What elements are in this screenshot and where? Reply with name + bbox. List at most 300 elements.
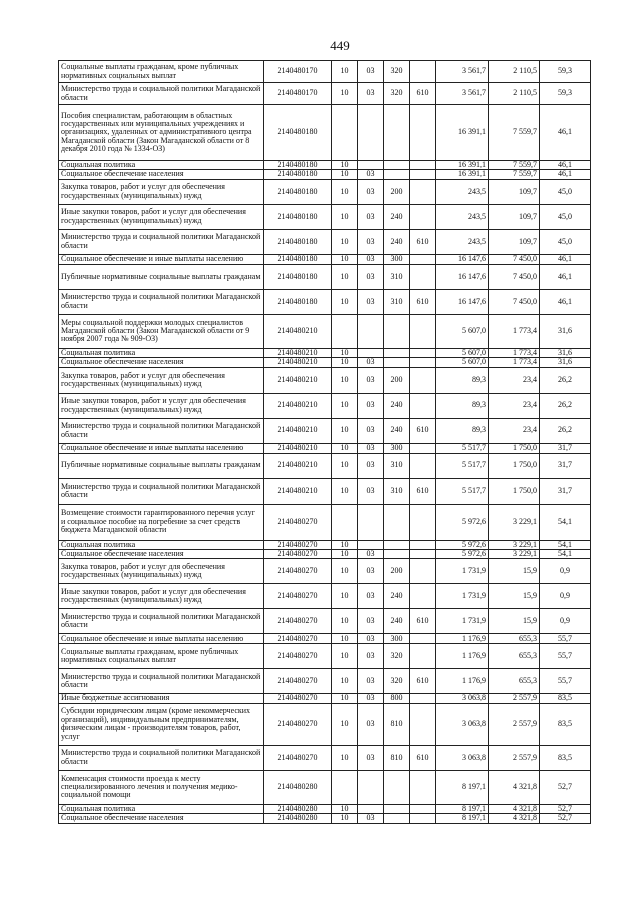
row-administrator-cell — [410, 453, 436, 478]
row-percent-cell: 59,3 — [540, 61, 591, 83]
row-administrator-cell: 610 — [410, 83, 436, 105]
row-actual-cell: 1 750,0 — [489, 478, 540, 504]
row-subsection-cell: 03 — [358, 170, 384, 179]
row-plan-cell: 3 561,7 — [436, 83, 489, 105]
row-expense-type-cell: 320 — [384, 83, 410, 105]
row-expense-type-cell: 810 — [384, 745, 410, 770]
row-subsection-cell: 03 — [358, 418, 384, 443]
row-actual-cell: 15,9 — [489, 609, 540, 634]
row-code-cell: 2140480210 — [264, 443, 332, 453]
table-row — [59, 694, 591, 703]
row-name-cell: Закупка товаров, работ и услуг для обеспечения государственных (муниципальных) нужд — [59, 559, 264, 584]
row-name-cell: Иные закупки товаров, работ и услуг для обеспечения государственных (муниципальных) нужд — [59, 584, 264, 609]
table-row — [59, 453, 591, 478]
row-subsection-cell: 03 — [358, 179, 384, 204]
row-administrator-cell — [410, 694, 436, 703]
row-subsection-cell: 03 — [358, 393, 384, 418]
row-expense-type-cell: 310 — [384, 264, 410, 289]
row-name-cell: Иные бюджетные ассигнования — [59, 694, 264, 703]
row-subsection-cell: 03 — [358, 584, 384, 609]
row-percent-cell: 54,1 — [540, 504, 591, 540]
row-section-cell: 10 — [332, 443, 358, 453]
row-name-cell: Социальное обеспечение населения — [59, 814, 264, 823]
table-row — [59, 358, 591, 367]
row-subsection-cell: 03 — [358, 703, 384, 745]
row-administrator-cell — [410, 61, 436, 83]
row-section-cell — [332, 770, 358, 804]
row-name-cell: Компенсация стоимости проезда к месту специализированного лечения и получения медико-социальной помощи — [59, 770, 264, 804]
row-subsection-cell: 03 — [358, 229, 384, 254]
table-row — [59, 348, 591, 357]
row-percent-cell: 54,1 — [540, 540, 591, 549]
row-code-cell: 2140480270 — [264, 703, 332, 745]
row-actual-cell: 7 559,7 — [489, 105, 540, 161]
table-row — [59, 204, 591, 229]
row-actual-cell: 15,9 — [489, 584, 540, 609]
row-administrator-cell: 610 — [410, 669, 436, 694]
row-plan-cell: 243,5 — [436, 204, 489, 229]
table-row — [59, 478, 591, 504]
row-actual-cell: 109,7 — [489, 229, 540, 254]
row-section-cell: 10 — [332, 83, 358, 105]
row-section-cell: 10 — [332, 669, 358, 694]
row-code-cell: 2140480180 — [264, 161, 332, 170]
row-section-cell: 10 — [332, 478, 358, 504]
row-name-cell: Министерство труда и социальной политики Магаданской области — [59, 418, 264, 443]
row-section-cell: 10 — [332, 264, 358, 289]
table-row — [59, 443, 591, 453]
row-code-cell: 2140480270 — [264, 504, 332, 540]
row-administrator-cell: 610 — [410, 289, 436, 314]
row-percent-cell: 46,1 — [540, 289, 591, 314]
row-subsection-cell: 03 — [358, 559, 384, 584]
row-name-cell: Министерство труда и социальной политики Магаданской области — [59, 745, 264, 770]
row-subsection-cell: 03 — [358, 443, 384, 453]
row-code-cell: 2140480270 — [264, 745, 332, 770]
row-percent-cell: 83,5 — [540, 703, 591, 745]
row-administrator-cell — [410, 540, 436, 549]
row-administrator-cell: 610 — [410, 229, 436, 254]
row-actual-cell: 1 773,4 — [489, 348, 540, 357]
row-percent-cell: 45,0 — [540, 229, 591, 254]
row-administrator-cell — [410, 105, 436, 161]
row-name-cell: Министерство труда и социальной политики Магаданской области — [59, 289, 264, 314]
row-actual-cell: 2 110,5 — [489, 83, 540, 105]
row-code-cell: 2140480280 — [264, 770, 332, 804]
row-expense-type-cell: 810 — [384, 703, 410, 745]
row-expense-type-cell: 200 — [384, 367, 410, 393]
row-percent-cell: 0,9 — [540, 584, 591, 609]
row-plan-cell: 8 197,1 — [436, 770, 489, 804]
row-percent-cell: 45,0 — [540, 179, 591, 204]
row-administrator-cell — [410, 814, 436, 823]
table-row — [59, 229, 591, 254]
row-administrator-cell: 610 — [410, 418, 436, 443]
row-administrator-cell — [410, 161, 436, 170]
row-section-cell — [332, 105, 358, 161]
row-administrator-cell — [410, 549, 436, 558]
row-subsection-cell: 03 — [358, 61, 384, 83]
row-actual-cell: 7 450,0 — [489, 289, 540, 314]
row-percent-cell: 55,7 — [540, 634, 591, 644]
row-actual-cell: 4 321,8 — [489, 804, 540, 813]
row-expense-type-cell: 240 — [384, 584, 410, 609]
row-subsection-cell — [358, 770, 384, 804]
row-code-cell: 2140480270 — [264, 549, 332, 558]
row-code-cell: 2140480210 — [264, 453, 332, 478]
table-row — [59, 504, 591, 540]
row-expense-type-cell — [384, 804, 410, 813]
table-row — [59, 703, 591, 745]
row-subsection-cell: 03 — [358, 549, 384, 558]
row-name-cell: Социальная политика — [59, 161, 264, 170]
row-expense-type-cell: 310 — [384, 453, 410, 478]
row-actual-cell: 3 229,1 — [489, 540, 540, 549]
row-subsection-cell: 03 — [358, 478, 384, 504]
row-subsection-cell: 03 — [358, 609, 384, 634]
row-plan-cell: 1 731,9 — [436, 609, 489, 634]
row-section-cell: 10 — [332, 634, 358, 644]
row-name-cell: Возмещение стоимости гарантированного перечня услуг и социальное пособие на погребение за счет средств бюджета Магаданской области — [59, 504, 264, 540]
row-subsection-cell: 03 — [358, 83, 384, 105]
row-expense-type-cell: 200 — [384, 179, 410, 204]
row-percent-cell: 31,6 — [540, 348, 591, 357]
row-administrator-cell — [410, 264, 436, 289]
row-subsection-cell: 03 — [358, 264, 384, 289]
row-percent-cell: 55,7 — [540, 644, 591, 669]
row-section-cell: 10 — [332, 179, 358, 204]
row-plan-cell: 5 972,6 — [436, 540, 489, 549]
row-expense-type-cell — [384, 814, 410, 823]
row-percent-cell: 46,1 — [540, 170, 591, 179]
row-administrator-cell — [410, 170, 436, 179]
row-administrator-cell — [410, 314, 436, 348]
row-code-cell: 2140480280 — [264, 814, 332, 823]
table-row — [59, 814, 591, 823]
row-name-cell: Меры социальной поддержки молодых специалистов Магаданской области (Закон Магаданской области от 9 ноября 2007 года № 909-ОЗ) — [59, 314, 264, 348]
row-expense-type-cell: 300 — [384, 634, 410, 644]
row-name-cell: Социальное обеспечение населения — [59, 358, 264, 367]
row-name-cell: Социальные выплаты гражданам, кроме публичных нормативных социальных выплат — [59, 61, 264, 83]
table-row — [59, 161, 591, 170]
row-percent-cell: 46,1 — [540, 264, 591, 289]
table-row — [59, 609, 591, 634]
row-administrator-cell — [410, 504, 436, 540]
row-code-cell: 2140480270 — [264, 694, 332, 703]
row-code-cell: 2140480170 — [264, 83, 332, 105]
row-subsection-cell — [358, 540, 384, 549]
row-name-cell: Социальное обеспечение и иные выплаты населению — [59, 634, 264, 644]
row-subsection-cell: 03 — [358, 204, 384, 229]
row-subsection-cell: 03 — [358, 358, 384, 367]
row-name-cell: Социальное обеспечение и иные выплаты населению — [59, 443, 264, 453]
row-section-cell: 10 — [332, 61, 358, 83]
row-plan-cell: 8 197,1 — [436, 804, 489, 813]
row-percent-cell: 26,2 — [540, 418, 591, 443]
row-plan-cell: 5 517,7 — [436, 453, 489, 478]
row-subsection-cell: 03 — [358, 669, 384, 694]
row-administrator-cell: 610 — [410, 609, 436, 634]
row-code-cell: 2140480180 — [264, 179, 332, 204]
row-expense-type-cell — [384, 161, 410, 170]
table-row — [59, 634, 591, 644]
table-row — [59, 549, 591, 558]
row-administrator-cell — [410, 443, 436, 453]
table-row — [59, 559, 591, 584]
row-code-cell: 2140480180 — [264, 204, 332, 229]
row-name-cell: Иные закупки товаров, работ и услуг для обеспечения государственных (муниципальных) нужд — [59, 393, 264, 418]
row-plan-cell: 5 607,0 — [436, 314, 489, 348]
row-section-cell — [332, 314, 358, 348]
row-code-cell: 2140480210 — [264, 393, 332, 418]
row-expense-type-cell — [384, 504, 410, 540]
row-section-cell: 10 — [332, 694, 358, 703]
row-subsection-cell: 03 — [358, 644, 384, 669]
row-name-cell: Закупка товаров, работ и услуг для обеспечения государственных (муниципальных) нужд — [59, 179, 264, 204]
row-subsection-cell — [358, 348, 384, 357]
row-name-cell: Публичные нормативные социальные выплаты гражданам — [59, 264, 264, 289]
row-name-cell: Социальная политика — [59, 804, 264, 813]
row-plan-cell: 5 972,6 — [436, 504, 489, 540]
row-plan-cell: 89,3 — [436, 418, 489, 443]
row-code-cell: 2140480270 — [264, 634, 332, 644]
row-actual-cell: 7 450,0 — [489, 254, 540, 264]
row-name-cell: Министерство труда и социальной политики Магаданской области — [59, 669, 264, 694]
row-expense-type-cell — [384, 770, 410, 804]
row-actual-cell: 1 750,0 — [489, 453, 540, 478]
table-row — [59, 105, 591, 161]
row-subsection-cell — [358, 105, 384, 161]
table-row — [59, 584, 591, 609]
row-percent-cell: 0,9 — [540, 609, 591, 634]
row-actual-cell: 1 773,4 — [489, 314, 540, 348]
row-expense-type-cell — [384, 540, 410, 549]
row-administrator-cell — [410, 703, 436, 745]
row-section-cell: 10 — [332, 358, 358, 367]
table-row — [59, 83, 591, 105]
row-expense-type-cell — [384, 314, 410, 348]
table-row — [59, 289, 591, 314]
table-row — [59, 179, 591, 204]
row-actual-cell: 1 773,4 — [489, 358, 540, 367]
row-plan-cell: 89,3 — [436, 393, 489, 418]
row-administrator-cell — [410, 358, 436, 367]
row-administrator-cell — [410, 348, 436, 357]
row-subsection-cell: 03 — [358, 745, 384, 770]
row-actual-cell: 1 750,0 — [489, 443, 540, 453]
row-name-cell: Публичные нормативные социальные выплаты гражданам — [59, 453, 264, 478]
row-code-cell: 2140480180 — [264, 229, 332, 254]
row-plan-cell: 1 176,9 — [436, 644, 489, 669]
row-administrator-cell — [410, 179, 436, 204]
row-administrator-cell — [410, 559, 436, 584]
page-number: 449 — [330, 38, 350, 53]
row-subsection-cell — [358, 161, 384, 170]
row-subsection-cell — [358, 504, 384, 540]
row-expense-type-cell: 310 — [384, 289, 410, 314]
row-actual-cell: 7 559,7 — [489, 161, 540, 170]
row-percent-cell: 52,7 — [540, 814, 591, 823]
row-name-cell: Иные закупки товаров, работ и услуг для обеспечения государственных (муниципальных) нужд — [59, 204, 264, 229]
row-actual-cell: 655,3 — [489, 634, 540, 644]
row-percent-cell: 46,1 — [540, 161, 591, 170]
row-percent-cell: 26,2 — [540, 367, 591, 393]
row-actual-cell: 15,9 — [489, 559, 540, 584]
row-expense-type-cell: 320 — [384, 644, 410, 669]
row-subsection-cell: 03 — [358, 814, 384, 823]
row-administrator-cell — [410, 634, 436, 644]
table-row — [59, 170, 591, 179]
row-expense-type-cell — [384, 105, 410, 161]
budget-table — [58, 60, 591, 824]
row-expense-type-cell: 240 — [384, 609, 410, 634]
row-name-cell: Социальная политика — [59, 540, 264, 549]
row-plan-cell: 1 731,9 — [436, 559, 489, 584]
row-percent-cell: 31,7 — [540, 478, 591, 504]
row-section-cell: 10 — [332, 644, 358, 669]
row-name-cell: Субсидии юридическим лицам (кроме некоммерческих организаций), индивидуальным предпринимателям, физическим лицам - производителям товаров, работ, услуг — [59, 703, 264, 745]
table-row — [59, 540, 591, 549]
row-plan-cell: 16 391,1 — [436, 105, 489, 161]
row-actual-cell: 2 557,9 — [489, 694, 540, 703]
row-section-cell: 10 — [332, 393, 358, 418]
row-code-cell: 2140480210 — [264, 314, 332, 348]
row-code-cell: 2140480180 — [264, 254, 332, 264]
table-row — [59, 314, 591, 348]
row-expense-type-cell: 300 — [384, 254, 410, 264]
row-code-cell: 2140480270 — [264, 669, 332, 694]
row-name-cell: Министерство труда и социальной политики Магаданской области — [59, 83, 264, 105]
row-expense-type-cell: 300 — [384, 443, 410, 453]
row-administrator-cell — [410, 804, 436, 813]
row-expense-type-cell: 240 — [384, 204, 410, 229]
row-plan-cell: 5 517,7 — [436, 443, 489, 453]
row-code-cell: 2140480210 — [264, 367, 332, 393]
table-row — [59, 745, 591, 770]
row-percent-cell: 46,1 — [540, 105, 591, 161]
row-percent-cell: 59,3 — [540, 83, 591, 105]
row-actual-cell: 109,7 — [489, 204, 540, 229]
row-plan-cell: 8 197,1 — [436, 814, 489, 823]
row-percent-cell: 31,6 — [540, 314, 591, 348]
row-actual-cell: 2 557,9 — [489, 745, 540, 770]
row-plan-cell: 3 063,8 — [436, 694, 489, 703]
row-code-cell: 2140480270 — [264, 540, 332, 549]
row-percent-cell: 46,1 — [540, 254, 591, 264]
row-name-cell: Социальные выплаты гражданам, кроме публичных нормативных социальных выплат — [59, 644, 264, 669]
row-actual-cell: 3 229,1 — [489, 504, 540, 540]
row-plan-cell: 5 972,6 — [436, 549, 489, 558]
row-code-cell: 2140480210 — [264, 418, 332, 443]
row-section-cell: 10 — [332, 584, 358, 609]
row-section-cell: 10 — [332, 549, 358, 558]
row-plan-cell: 16 391,1 — [436, 170, 489, 179]
row-percent-cell: 83,5 — [540, 694, 591, 703]
row-percent-cell: 52,7 — [540, 804, 591, 813]
row-code-cell: 2140480270 — [264, 559, 332, 584]
row-section-cell: 10 — [332, 418, 358, 443]
row-expense-type-cell: 200 — [384, 559, 410, 584]
row-code-cell: 2140480210 — [264, 478, 332, 504]
row-section-cell: 10 — [332, 254, 358, 264]
row-administrator-cell — [410, 644, 436, 669]
row-percent-cell: 52,7 — [540, 770, 591, 804]
row-actual-cell: 23,4 — [489, 418, 540, 443]
table-row — [59, 644, 591, 669]
row-name-cell: Социальная политика — [59, 348, 264, 357]
row-administrator-cell — [410, 367, 436, 393]
row-plan-cell: 243,5 — [436, 229, 489, 254]
row-name-cell: Министерство труда и социальной политики Магаданской области — [59, 609, 264, 634]
table-row — [59, 770, 591, 804]
row-name-cell: Социальное обеспечение и иные выплаты населению — [59, 254, 264, 264]
row-actual-cell: 23,4 — [489, 393, 540, 418]
row-expense-type-cell — [384, 358, 410, 367]
row-section-cell: 10 — [332, 804, 358, 813]
row-subsection-cell: 03 — [358, 453, 384, 478]
row-percent-cell: 31,6 — [540, 358, 591, 367]
row-percent-cell: 0,9 — [540, 559, 591, 584]
table-row — [59, 264, 591, 289]
row-section-cell: 10 — [332, 609, 358, 634]
row-name-cell: Закупка товаров, работ и услуг для обеспечения государственных (муниципальных) нужд — [59, 367, 264, 393]
row-percent-cell: 26,2 — [540, 393, 591, 418]
row-subsection-cell: 03 — [358, 289, 384, 314]
row-subsection-cell — [358, 314, 384, 348]
row-name-cell: Социальное обеспечение населения — [59, 549, 264, 558]
row-section-cell: 10 — [332, 170, 358, 179]
row-actual-cell: 23,4 — [489, 367, 540, 393]
row-code-cell: 2140480170 — [264, 61, 332, 83]
row-percent-cell: 83,5 — [540, 745, 591, 770]
table-row — [59, 669, 591, 694]
row-actual-cell: 655,3 — [489, 669, 540, 694]
row-section-cell: 10 — [332, 703, 358, 745]
row-plan-cell: 16 391,1 — [436, 161, 489, 170]
row-expense-type-cell: 320 — [384, 61, 410, 83]
row-code-cell: 2140480270 — [264, 609, 332, 634]
row-administrator-cell: 610 — [410, 478, 436, 504]
row-section-cell: 10 — [332, 814, 358, 823]
row-actual-cell: 7 559,7 — [489, 170, 540, 179]
row-subsection-cell: 03 — [358, 694, 384, 703]
row-administrator-cell — [410, 254, 436, 264]
table-row — [59, 61, 591, 83]
row-actual-cell: 4 321,8 — [489, 770, 540, 804]
row-code-cell: 2140480210 — [264, 348, 332, 357]
row-code-cell: 2140480180 — [264, 289, 332, 314]
row-expense-type-cell: 240 — [384, 229, 410, 254]
row-plan-cell: 16 147,6 — [436, 254, 489, 264]
row-section-cell: 10 — [332, 204, 358, 229]
row-subsection-cell: 03 — [358, 254, 384, 264]
row-plan-cell: 16 147,6 — [436, 264, 489, 289]
row-actual-cell: 2 110,5 — [489, 61, 540, 83]
row-plan-cell: 5 517,7 — [436, 478, 489, 504]
row-plan-cell: 16 147,6 — [436, 289, 489, 314]
row-plan-cell: 5 607,0 — [436, 358, 489, 367]
row-section-cell: 10 — [332, 289, 358, 314]
row-plan-cell: 1 176,9 — [436, 669, 489, 694]
row-percent-cell: 31,7 — [540, 443, 591, 453]
row-administrator-cell — [410, 204, 436, 229]
row-code-cell: 2140480180 — [264, 264, 332, 289]
row-expense-type-cell: 240 — [384, 393, 410, 418]
row-percent-cell: 54,1 — [540, 549, 591, 558]
table-row — [59, 254, 591, 264]
row-section-cell — [332, 504, 358, 540]
row-subsection-cell: 03 — [358, 367, 384, 393]
